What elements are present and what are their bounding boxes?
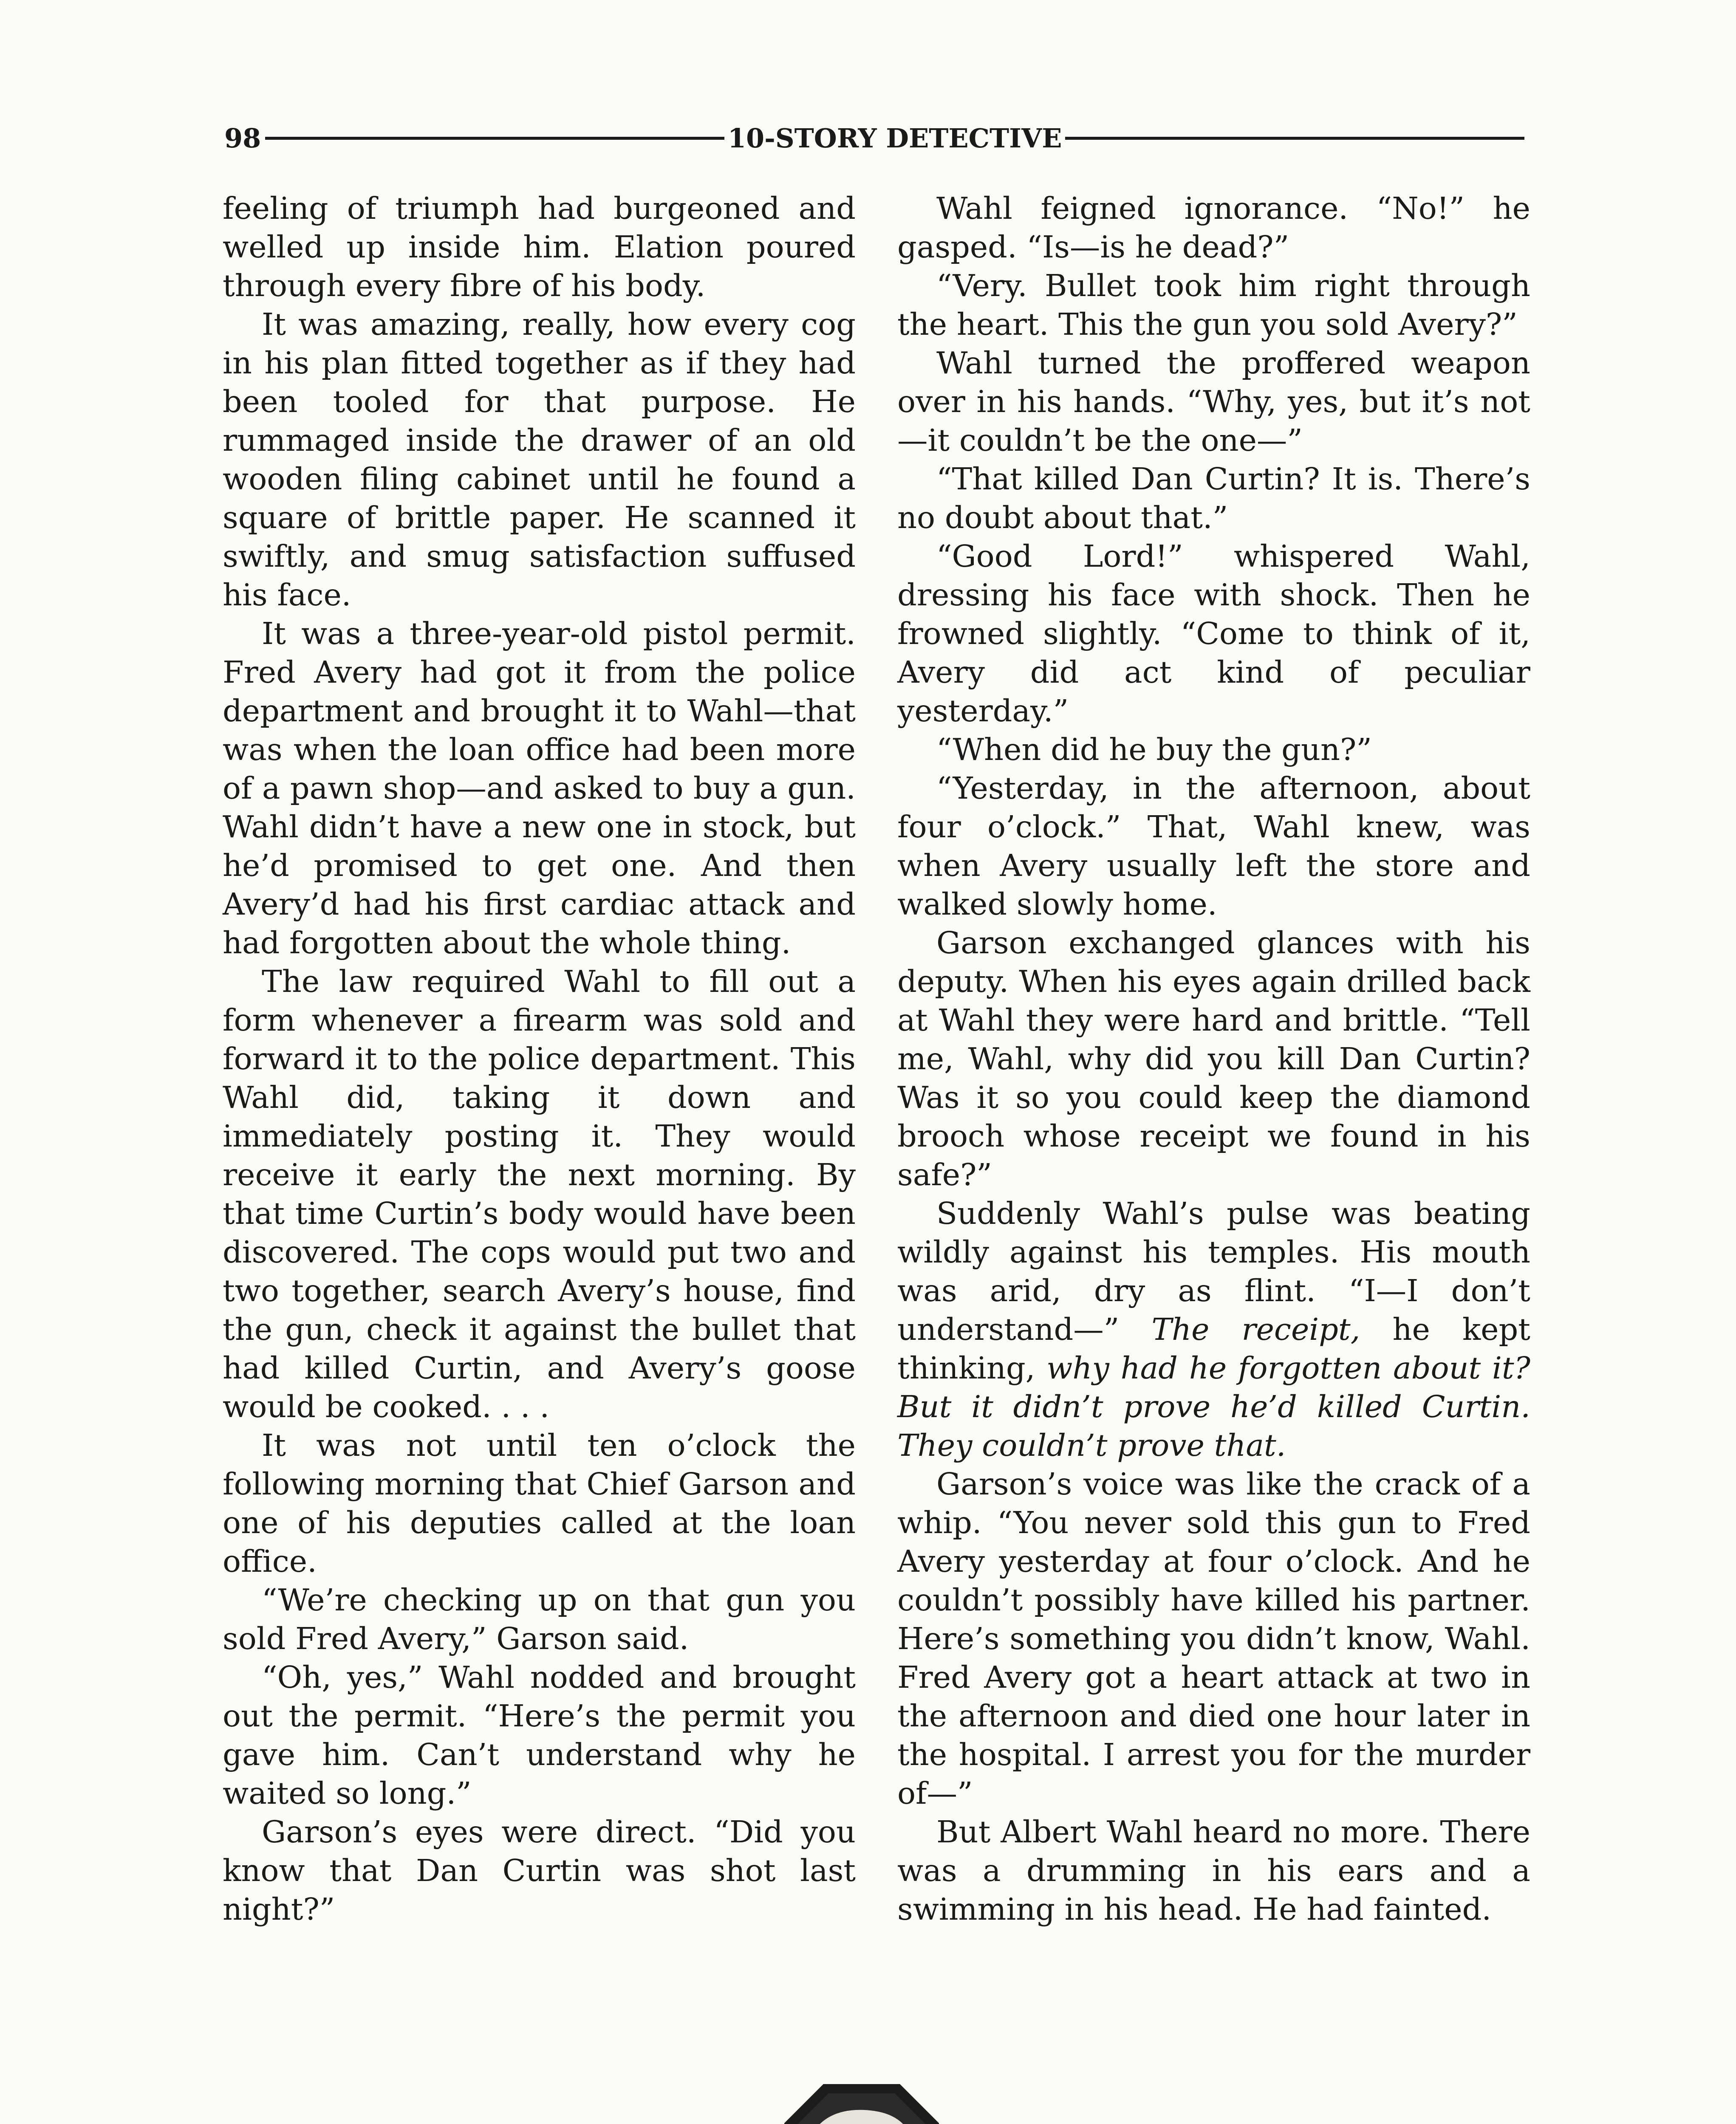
paragraph: “Very. Bullet took him right through the heart. This the gun you sold Avery?” xyxy=(897,268,1530,342)
header-rule-right xyxy=(1065,137,1524,140)
running-header xyxy=(224,123,1524,153)
paragraph: Wahl feigned ignorance. “No!” he gasped. “Is—is he dead?” xyxy=(897,191,1530,265)
paragraph: “Good Lord!” whispered Wahl, dressing his face with shock. Then he frowned slightly. “Come to think of it, Avery did act kind of peculiar yesterday.” xyxy=(897,539,1530,729)
paragraph xyxy=(897,1194,1530,1465)
paragraph: “Oh, yes,” Wahl nodded and brought out the permit. “Here’s the permit you gave him. Can’t understand why he waited so long.” xyxy=(223,1660,856,1811)
left-column xyxy=(223,189,856,1929)
magazine-title: 10-STORY DETECTIVE xyxy=(727,122,1062,154)
header-rule-left xyxy=(265,137,724,140)
detective-portrait-icon xyxy=(777,2076,947,2124)
paragraph: “Yesterday, in the afternoon, about four o’clock.” That, Wahl knew, was when Avery usually left the store and walked slowly home. xyxy=(897,771,1530,922)
paragraph: Garson exchanged glances with his deputy. When his eyes again drilled back at Wahl they were hard and brittle. “Tell me, Wahl, why did you kill Dan Curtin? Was it so you could keep the diamond brooch whose receipt we found in his safe?” xyxy=(897,925,1530,1192)
right-column xyxy=(897,189,1530,1929)
paragraph: feeling of triumph had burgeoned and welled up inside him. Elation poured through every fibre of his body. xyxy=(223,191,856,303)
paragraph: But Albert Wahl heard no more. There was a drumming in his ears and a swimming in his head. He had fainted. xyxy=(897,1814,1530,1927)
paragraph: It was a three-year-old pistol permit. Fred Avery had got it from the police department and brought it to Wahl—that was when the loan office had been more of a pawn shop—and asked to buy a gun. Wahl didn’t have a new one in stock, but he’d promised to get one. And then Avery’d had his first cardiac attack and had forgotten about the whole thing. xyxy=(223,616,856,960)
paragraph: Garson’s eyes were direct. “Did you know that Dan Curtin was shot last night?” xyxy=(223,1814,856,1927)
italic-thought: why had he forgotten about it? But it didn’t prove he’d killed Curtin. They couldn’t prove that. xyxy=(897,1350,1530,1463)
paragraph: It was not until ten o’clock the following morning that Chief Garson and one of his deputies called at the loan office. xyxy=(223,1428,856,1579)
paragraph: Garson’s voice was like the crack of a whip. “You never sold this gun to Fred Avery yesterday at four o’clock. And he couldn’t possibly have killed his partner. Here’s something you didn’t know, Wahl. Fred Avery got a heart attack at two in the afternoon and died one hour later in the hospital. I arrest you for the murder of—” xyxy=(897,1466,1530,1811)
paragraph-text: he kept thinking, xyxy=(897,1312,1530,1386)
paragraph: “That killed Dan Curtin? It is. There’s no doubt about that.” xyxy=(897,461,1530,535)
paragraph: Wahl turned the proffered weapon over in his hands. “Why, yes, but it’s not—it couldn’t be the one—” xyxy=(897,345,1530,458)
paragraph-text: Suddenly Wahl’s pulse was beating wildly against his temples. His mouth was arid, dry as flint. “I—I don’t understand—” xyxy=(897,1196,1530,1347)
paragraph: “We’re checking up on that gun you sold Fred Avery,” Garson said. xyxy=(223,1582,856,1656)
italic-thought: The receipt, xyxy=(1151,1312,1360,1347)
paragraph: “When did he buy the gun?” xyxy=(936,732,1372,767)
paragraph: The law required Wahl to fill out a form whenever a firearm was sold and forward it to the police department. This Wahl did, taking it down and immediately posting it. They would receive it early the next morning. By that time Curtin’s body would have been discovered. The cops would put two and two together, search Avery’s house, find the gun, check it against the bullet that had killed Curtin, and Avery’s goose would be cooked. . . . xyxy=(223,964,856,1424)
page-number: 98 xyxy=(224,122,261,154)
paragraph: It was amazing, really, how every cog in his plan fitted together as if they had been tooled for that purpose. He rummaged inside the drawer of an old wooden filing cabinet until he found a square of brittle paper. He scanned it swiftly, and smug satisfaction suffused his face. xyxy=(223,307,856,613)
